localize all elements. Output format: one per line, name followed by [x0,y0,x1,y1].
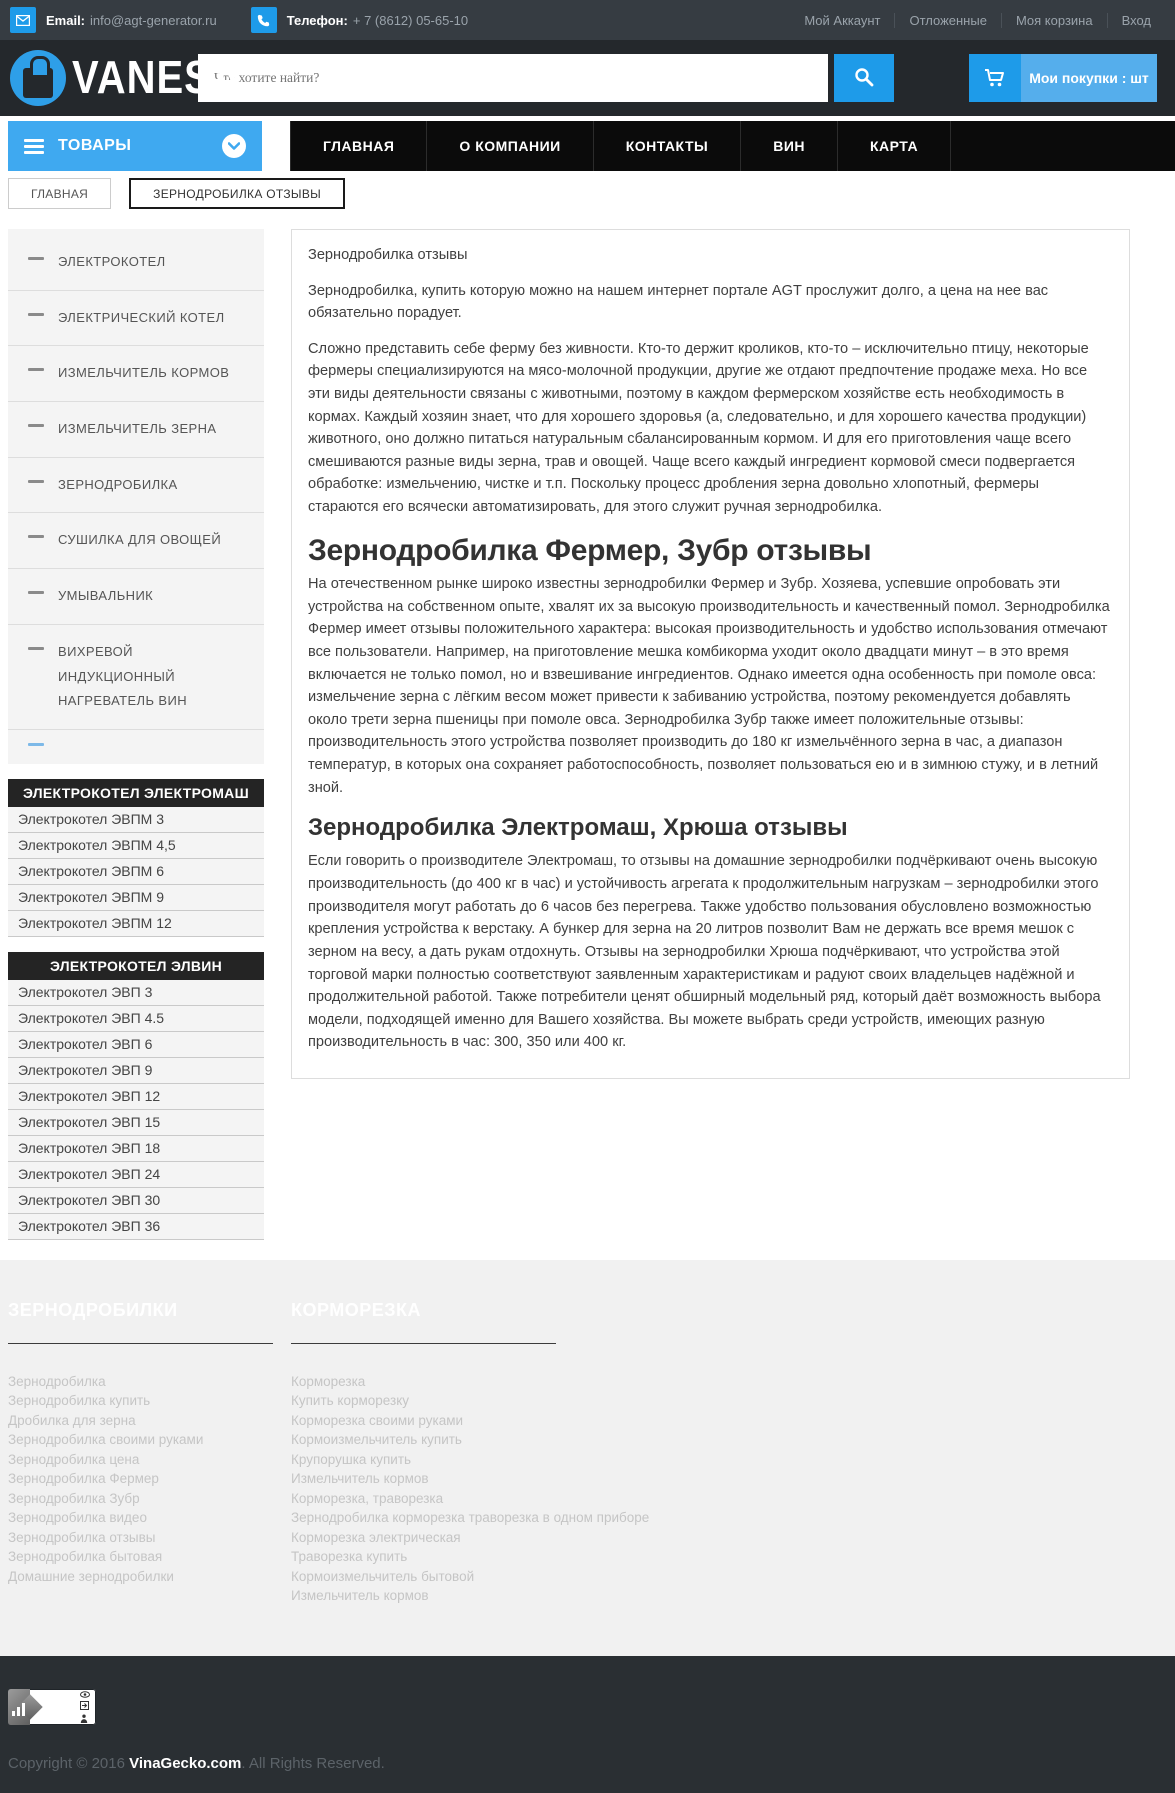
link-my-account[interactable]: Мой Аккаунт [804,12,881,28]
shopping-bag-icon [10,50,66,106]
article-paragraph: На отечественном рынке широко известны зернодробилки Фермер и Зубр. Хозяева, успевшие опробовать эти устройства на собственном опыте, хвалят их за высокую производительность и качественный помол. Зернодробилка Фермер имеет отзывы положительного характера: высокая производительность и удобство использования отмечают все пользователи. Например, на приготовление мешка комбикорма уходит около двадцати минут – в это время включается не только помол, но и взвешивание ингредиентов. Однако имеется одна особенность при помоле овса: измельчение зерна с лёгким весом может привести к забиванию устройства, поэтому рекомендуется добавлять около трети зерна пшеницы при помоле овса. Зернодробилка Зубр также имеет положительные отзывы: производительность этого устройства позволяет производить до 180 кг измельчённого зерна в час, а диапазон температур, в которых она сохраняет работоспособность, позволяет пользоваться ею и в зимнюю стужу, и в летний зной. [308,576,1110,796]
dash-icon [28,591,44,594]
topbar-phone [251,7,468,33]
footer-link[interactable]: Кормоизмельчитель купить [291,1432,462,1448]
dash-icon [28,647,44,650]
section-title: ЭЛЕКТРОКОТЕЛ ЭЛЕКТРОМАШ [8,779,264,807]
sidebar-item-zernodrobilka[interactable] [8,458,264,514]
eye-icon [80,1691,90,1698]
search-button[interactable] [834,54,894,102]
dash-icon [28,313,44,316]
sidebar-item-izmelchitel-kormov[interactable] [8,346,264,402]
footer-link[interactable]: Зернодробилка видео [8,1510,147,1526]
product-link[interactable]: Электрокотел ЭВП 9 [8,1058,264,1084]
copyright-suffix: . All Rights Reserved. [241,1754,385,1772]
footer-link[interactable]: Корморезка, траворезка [291,1490,444,1506]
sidebar-item-label: УМЫВАЛЬНИК [58,588,154,604]
person-icon [80,1714,88,1723]
footer-link[interactable]: Корморезка электрическая [291,1529,461,1545]
sidebar-item-label: СУШИЛКА ДЛЯ ОВОЩЕЙ [58,532,222,548]
catalog-label: ТОВАРЫ [58,137,132,154]
sidebar-item-label: ИЗМЕЛЬЧИТЕЛЬ КОРМОВ [58,365,230,381]
navigation [0,121,1175,171]
main-area [8,229,1130,1240]
sidebar-item-label: ЗЕРНОДРОБИЛКА [58,476,178,492]
footer-link[interactable]: Зернодробилка своими руками [8,1432,204,1448]
footer-link[interactable]: Корморезка своими руками [291,1412,464,1428]
envelope-icon [10,7,36,33]
link-wishlist[interactable]: Отложенные [894,13,1000,28]
search-box [198,54,828,102]
footer-link[interactable]: Купить корморезку [291,1393,410,1409]
footer-column-title: КОРМОРЕЗКА [291,1299,422,1320]
footer-link[interactable]: Кормоизмельчитель бытовой [291,1568,475,1584]
divider [291,1343,556,1344]
product-link[interactable]: Электрокотел ЭВП 18 [8,1136,264,1162]
sidebar-item-label: ЭЛЕКТРИЧЕСКИЙ КОТЕЛ [58,309,225,325]
counter-mini-icons [80,1691,90,1723]
copyright-prefix: Copyright © 2016 [8,1754,130,1772]
visitor-counter-badge[interactable] [8,1689,96,1725]
breadcrumb-current: ЗЕРНОДРОБИЛКА ОТЗЫВЫ [129,178,345,209]
topbar [0,0,1175,40]
dash-icon [28,368,44,371]
main-nav [290,121,1175,171]
product-link[interactable]: Электрокотел ЭВПМ 6 [8,859,264,885]
product-link[interactable]: Электрокотел ЭВП 4.5 [8,1006,264,1032]
footer-link[interactable]: Корморезка [291,1373,366,1389]
product-link[interactable]: Электрокотел ЭВП 6 [8,1032,264,1058]
email-value[interactable]: info@agt-generator.ru [90,12,217,28]
sidebar-item-elektricheskiy-kotel[interactable] [8,291,264,347]
footer-column-kormorezka [291,1300,1167,1606]
footer-link[interactable]: Зернодробилка цена [8,1451,140,1467]
nav-item-map[interactable]: КАРТА [838,121,951,171]
footer-link[interactable]: Измельчитель кормов [291,1588,429,1604]
logo[interactable] [10,50,242,106]
dash-icon [28,424,44,427]
product-link[interactable]: Электрокотел ЭВПМ 4,5 [8,833,264,859]
link-login[interactable]: Вход [1107,13,1165,28]
sidebar-item-umyvalnik[interactable] [8,569,264,625]
bar-chart-icon [12,1703,25,1716]
footer-column-zernodrobilki [8,1300,291,1606]
footer-link[interactable]: Зернодробилка отзывы [8,1529,156,1545]
link-my-cart[interactable]: Моя корзина [1001,13,1107,28]
section-title: ЭЛЕКТРОКОТЕЛ ЭЛВИН [8,952,264,980]
product-link[interactable]: Электрокотел ЭВПМ 3 [8,807,264,833]
sidebar-item-active-stub[interactable] [8,730,264,754]
breadcrumb [8,178,1167,209]
article-paragraph: Зернодробилка, купить которую можно на нашем интернет портале AGT прослужит долго, а цена на нее вас обязательно порадует. [308,282,1049,322]
copyright-brand-link[interactable]: VinaGecko.com [129,1754,242,1772]
account-links [790,13,1165,28]
content-column [291,229,1130,1079]
dash-icon [28,257,44,260]
copyright [8,1755,1167,1772]
article [291,229,1130,1079]
sidebar-item-sushilka[interactable] [8,513,264,569]
section-elvin [8,952,264,1240]
category-menu [8,229,264,764]
footer-link[interactable]: Зернодробилка Фермер [8,1471,159,1487]
product-link[interactable]: Электрокотел ЭВП 12 [8,1084,264,1110]
nav-item-contacts[interactable]: КОНТАКТЫ [594,121,741,171]
footer-link[interactable]: Дробилка для зерна [8,1412,136,1428]
product-link[interactable]: Электрокотел ЭВП 3 [8,980,264,1006]
article-heading-1: Зернодробилка Фермер, Зубр отзывы [308,533,872,567]
footer-link[interactable]: Зернодробилка Зубр [8,1490,140,1506]
dash-icon [28,743,44,746]
topbar-email [10,7,217,33]
bottom-bar [0,1656,1175,1793]
product-link[interactable]: Электрокотел ЭВП 15 [8,1110,264,1136]
hamburger-icon [24,139,44,154]
footer-link[interactable]: Зернодробилка бытовая [8,1549,163,1565]
divider [8,1343,273,1344]
chevron-down-icon [222,134,246,158]
search-icon [854,67,874,90]
section-elektromash [8,779,264,937]
brand-name: VANESA [72,52,242,104]
nav-item-home[interactable]: ГЛАВНАЯ [290,121,427,171]
cart-icon [969,54,1021,102]
footer-link[interactable]: Измельчитель кормов [291,1471,429,1487]
dash-icon [28,535,44,538]
login-icon [80,1701,89,1710]
article-paragraph: Сложно представить себе ферму без живности. Кто-то держит кроликов, кто-то – исключительно птицу, некоторые фермеры специализируются на мясо-молочной продукции, другие же отдают предпочтение продаже меха. Но все эти виды деятельности связаны с животными, поэтому в каждом фермерском хозяйстве есть необходимость в кормах. Каждый хозяин знает, что для хорошего здоровья (а, следовательно, и для хорошего качества продукции) животного, оно должно питаться натуральным сбалансированным кормом. И для его приготовления чаще всего смешиваются разные виды зерна, трав и овощей. Чаще всего каждый ингредиент кормовой смеси подвергается обработке: измельчению, чистке и т.п. Поскольку процесс дробления зерна довольно хлопотный, фермеры стараются его всячески автоматизировать, для этого служит ручная зернодробилка. [308,340,1089,516]
header [0,40,1175,116]
article-heading-2: Зернодробилка Электромаш, Хрюша отзывы [308,814,848,842]
sidebar-item-elektrokotel[interactable] [8,235,264,291]
footer-link[interactable]: Траворезка купить [291,1549,408,1565]
sidebar-item-label: ИЗМЕЛЬЧИТЕЛЬ ЗЕРНА [58,421,217,437]
phone-value: + 7 (8612) 05-65-10 [352,12,469,28]
cart-button[interactable] [969,54,1157,102]
dash-icon [28,480,44,483]
product-link[interactable]: Электрокотел ЭВПМ 12 [8,911,264,937]
breadcrumb-home[interactable]: ГЛАВНАЯ [8,178,111,209]
article-intro-title: Зернодробилка отзывы [308,247,468,263]
sidebar-item-vin[interactable] [8,625,264,730]
product-link[interactable]: Электрокотел ЭВП 36 [8,1214,264,1240]
footer-column-title: ЗЕРНОДРОБИЛКИ [8,1299,178,1320]
phone-label: Телефон: [286,12,348,28]
catalog-menu-button[interactable] [8,121,262,171]
phone-icon [251,7,277,33]
nav-item-vin[interactable]: ВИН [741,121,838,171]
sidebar-item-izmelchitel-zerna[interactable] [8,402,264,458]
footer-link[interactable]: Крупорушка купить [291,1451,412,1467]
product-link[interactable]: Электрокотел ЭВП 24 [8,1162,264,1188]
footer-link[interactable]: Зернодробилка [8,1373,106,1389]
sidebar-item-label: ЭЛЕКТРОКОТЕЛ [58,254,166,269]
email-label: Email: [46,12,86,28]
nav-item-about[interactable]: О КОМПАНИИ [427,121,593,171]
sidebar [8,229,264,1240]
article-paragraph: Если говорить о производителе Электромаш, то отзывы на домашние зернодробилки подчёркивают очень высокую производительность (до 400 кг в час) и устойчивость агрегата к продолжительным нагрузкам – зернодробилки этого производителя могут работать до 6 часов без перегрева. Также удобство пользования обусловлено возможностью крепления устройства к верстаку. А бункер для зерна на 20 литров позволит Вам не держать все время мешок с зерном на весу, а дать рукам отдохнуть. Отзывы на зернодробилки Хрюша подчёркивают, что устройства этой торговой марки полностью соответствуют заявленным характеристикам и радуют своих владельцев надёжной и продолжительной работой. Также потребители ценят обширный модельный ряд, который даёт возможность выбора модели, подходящей именно для Вашего хозяйства. Вы можете выбрать среди устройств, имеющих разную производительность в час: 300, 350 или 400 кг. [308,853,1101,1051]
sidebar-item-label: ВИХРЕВОЙ ИНДУКЦИОННЫЙ НАГРЕВАТЕЛЬ ВИН [58,643,188,709]
product-link[interactable]: Электрокотел ЭВПМ 9 [8,885,264,911]
footer-link[interactable]: Зернодробилка купить [8,1393,151,1409]
search-input[interactable] [198,54,828,102]
footer [0,1260,1175,1656]
cart-label: Мои покупки : шт [1021,54,1157,102]
footer-link[interactable]: Зернодробилка корморезка траворезка в одном приборе [291,1510,650,1526]
product-link[interactable]: Электрокотел ЭВП 30 [8,1188,264,1214]
footer-link[interactable]: Домашние зернодробилки [8,1568,174,1584]
